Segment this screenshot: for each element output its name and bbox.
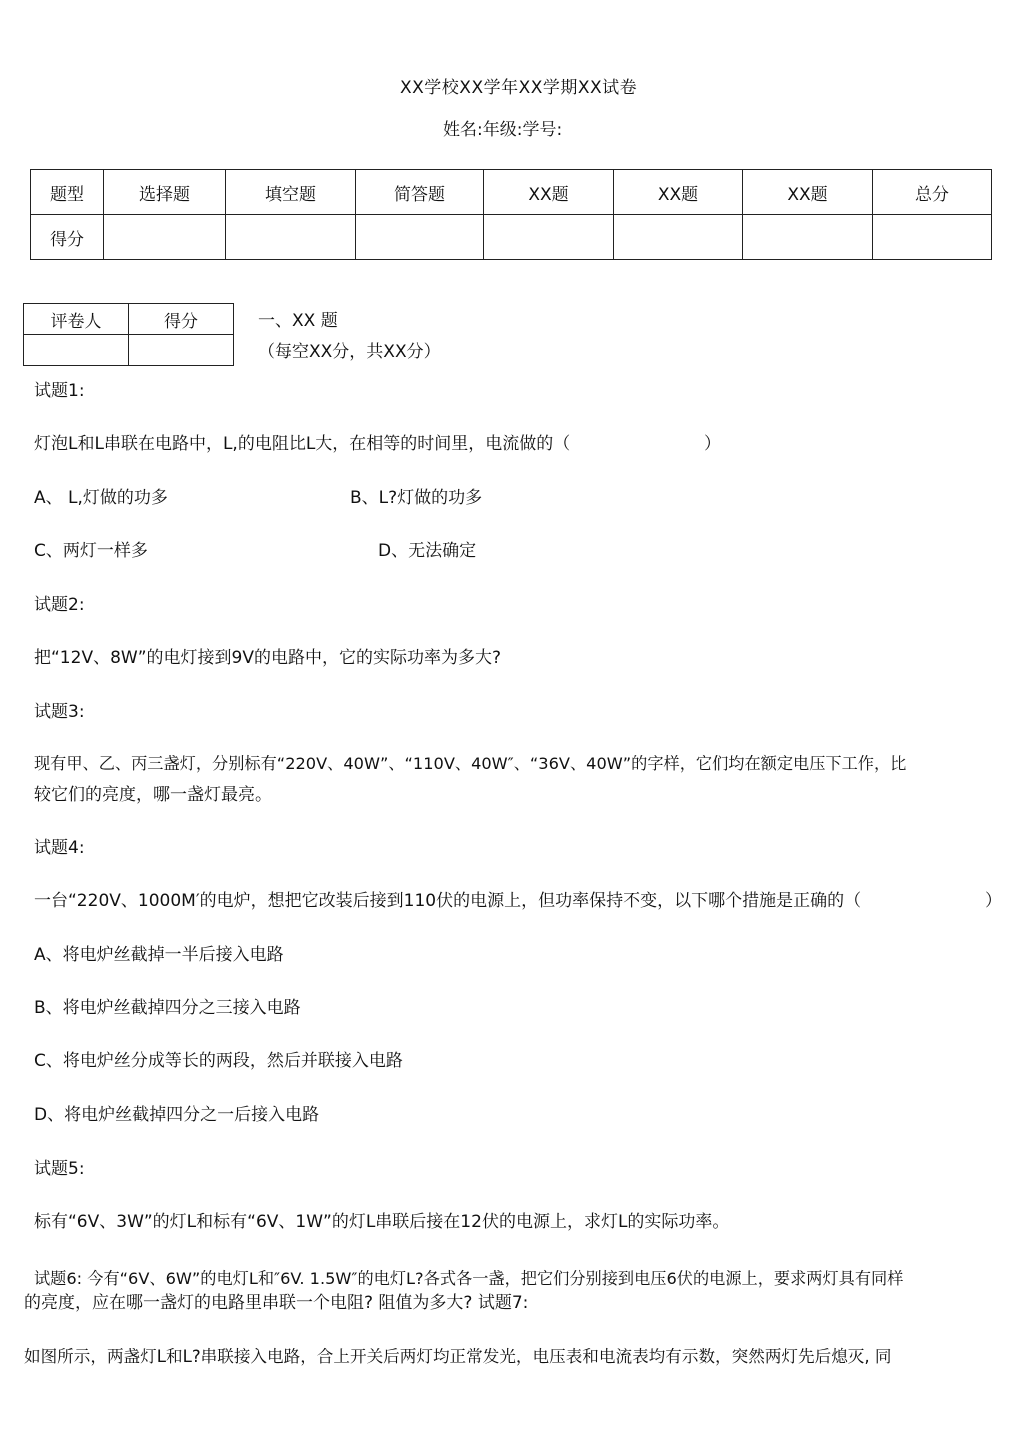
grader-score-cell[interactable] (129, 335, 234, 366)
q4-text: 一台“220V、1000M′的电炉，想把它改装后接到110伏的电源上，但功率保持不变，以下哪个措施是正确的（ (34, 891, 862, 911)
q4-option-a[interactable]: A、将电炉丝截掉一半后接入电路 (34, 945, 284, 965)
score-table-header-cell: XX题 (484, 170, 614, 215)
q7-text: 如图所示，两盏灯L和L?串联接入电路，合上开关后两灯均正常发光，电压表和电流表均有示数，突然两灯先后熄灭, 同 (24, 1347, 892, 1366)
score-cell[interactable] (743, 215, 873, 260)
exam-title: XX学校XX学年XX学期XX试卷 (400, 78, 638, 98)
grader-score-header-cell: 得分 (129, 304, 234, 335)
q4-option-c[interactable]: C、将电炉丝分成等长的两段，然后并联接入电路 (34, 1051, 403, 1071)
score-table-header-cell: 题型 (31, 170, 104, 215)
score-cell[interactable] (614, 215, 743, 260)
q1-option-c[interactable]: C、两灯一样多 (34, 541, 148, 561)
q1-option-a[interactable]: A、 L,灯做的功多 (34, 488, 168, 508)
score-table-score-row (31, 215, 992, 260)
score-cell[interactable] (104, 215, 226, 260)
score-row-label: 得分 (31, 215, 104, 260)
q5-text: 标有“6V、3W”的灯L和标有“6V、1W”的灯L串联后接在12伏的电源上，求灯L的实际功率。 (34, 1212, 730, 1232)
q1-close-paren: ） (704, 434, 721, 454)
q3-text-line1: 现有甲、乙、丙三盏灯，分别标有“220V、40W”、“110V、40W″、“36V、40W”的字样，它们均在额定电压下工作，比 (34, 754, 907, 773)
q1-label: 试题1: (34, 381, 85, 401)
section-note: （每空XX分，共XX分） (258, 342, 441, 362)
q2-text: 把“12V、8W”的电灯接到9V的电路中，它的实际功率为多大? (34, 648, 501, 668)
q4-option-b[interactable]: B、将电炉丝截掉四分之三接入电路 (34, 998, 301, 1018)
score-table (30, 169, 992, 260)
q1-option-d[interactable]: D、无法确定 (378, 541, 477, 561)
section-title: 一、XX 题 (258, 311, 338, 331)
q1-text: 灯泡L和L串联在电路中，L,的电阻比L大，在相等的时间里，电流做的（ (34, 434, 571, 454)
grader-table (23, 303, 234, 366)
q5-label: 试题5: (34, 1159, 85, 1179)
score-table-header-cell: 简答题 (356, 170, 484, 215)
score-cell[interactable] (484, 215, 614, 260)
grader-header-cell: 评卷人 (24, 304, 129, 335)
q4-close-paren: ） (985, 891, 1002, 911)
score-cell[interactable] (226, 215, 356, 260)
q6-text-line2: 的亮度，应在哪一盏灯的电路里串联一个电阻? 阻值为多大? 试题7: (24, 1293, 529, 1313)
score-table-header-cell: 总分 (873, 170, 992, 215)
q3-text-line2: 较它们的亮度，哪一盏灯最亮。 (34, 785, 272, 805)
q2-label: 试题2: (34, 595, 85, 615)
q1-option-b[interactable]: B、L?灯做的功多 (350, 488, 483, 508)
q4-option-d[interactable]: D、将电炉丝截掉四分之一后接入电路 (34, 1105, 320, 1125)
score-table-header-cell: 选择题 (104, 170, 226, 215)
score-table-header-cell: XX题 (743, 170, 873, 215)
score-table-header-cell: 填空题 (226, 170, 356, 215)
q3-label: 试题3: (34, 702, 85, 722)
grader-name-cell[interactable] (24, 335, 129, 366)
student-info: 姓名:年级:学号: (443, 120, 563, 140)
score-cell[interactable] (356, 215, 484, 260)
score-table-header-cell: XX题 (614, 170, 743, 215)
q4-label: 试题4: (34, 838, 85, 858)
q6-text-line1: 试题6: 今有“6V、6W”的电灯L和″6V. 1.5W″的电灯L?各式各一盏，把它们分别接到电压6伏的电源上，要求两灯具有同样 (34, 1269, 904, 1288)
score-table-header-row (31, 170, 992, 215)
score-cell[interactable] (873, 215, 992, 260)
